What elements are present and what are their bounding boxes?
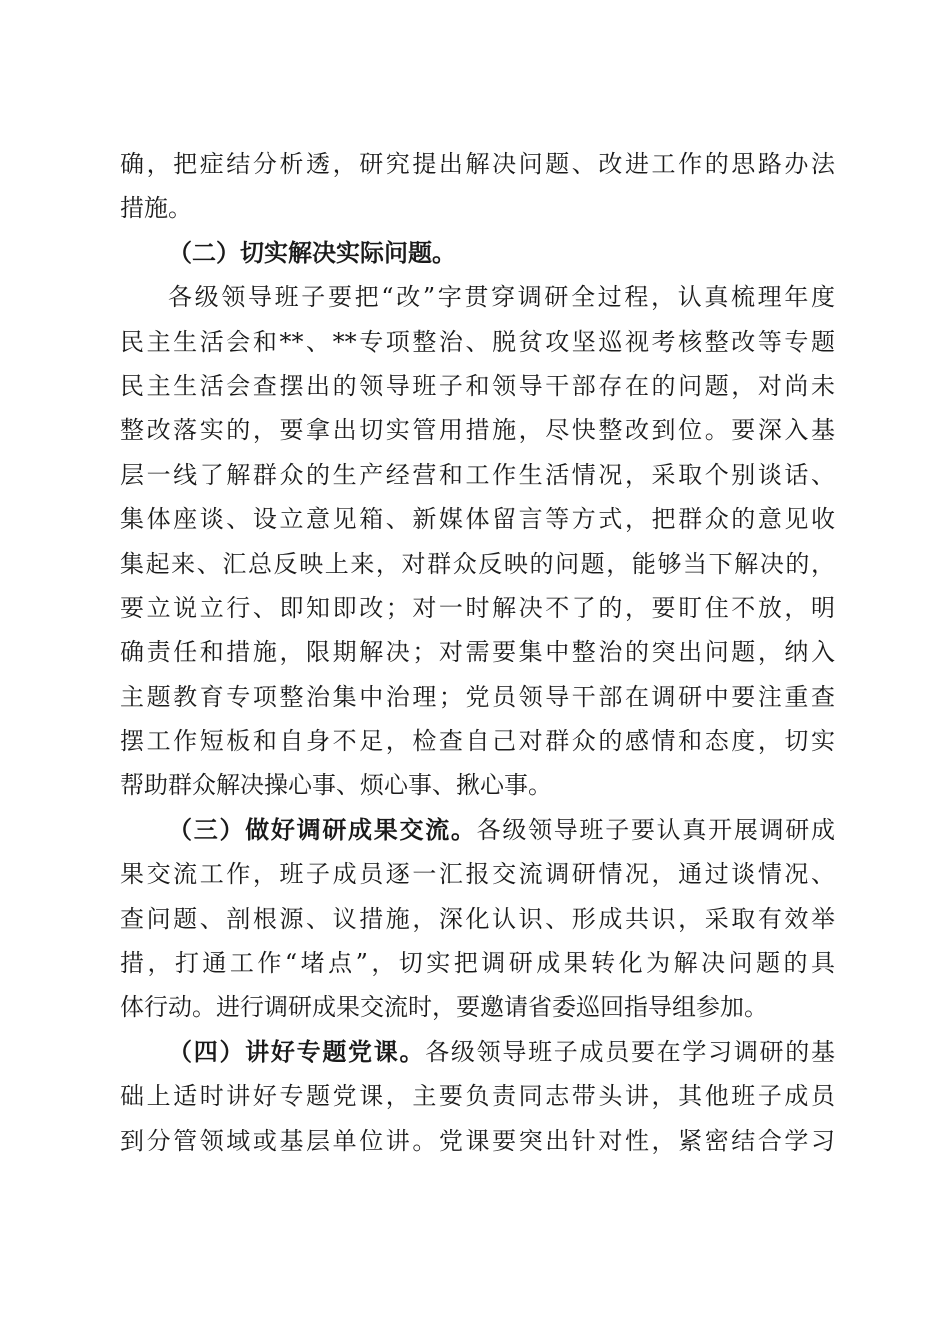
text-line: 民主生活会和**、**专项整治、脱贫攻坚巡视考核整改等专题	[120, 327, 835, 356]
text-line: 民主生活会查摆出的领导班子和领导干部存在的问题，对尚未	[120, 371, 835, 400]
section-heading-3: （三）做好调研成果交流。	[168, 814, 477, 844]
paragraph-text: 各级领导班子成员要在学习调研的基	[425, 1037, 836, 1066]
text-line: 确，把症结分析透，研究提出解决问题、改进工作的思路办法	[120, 150, 835, 178]
text-line: 措施。	[120, 194, 192, 223]
paragraph-2	[120, 275, 835, 808]
text-line	[120, 1030, 835, 1074]
paragraph-3	[120, 808, 835, 1030]
section-heading-2: （二）切实解决实际问题。	[168, 237, 456, 267]
text-line: 体行动。进行调研成果交流时，要邀请省委巡回指导组参加。	[120, 993, 768, 1022]
text-line: 到分管领域或基层单位讲。党课要突出针对性，紧密结合学习	[120, 1126, 835, 1155]
text-line: 层一线了解群众的生产经营和工作生活情况，采取个别谈话、	[120, 460, 835, 489]
text-line: 集体座谈、设立意见箱、新媒体留言等方式，把群众的意见收	[120, 505, 835, 534]
section-heading-4: （四）讲好专题党课。	[168, 1036, 426, 1066]
text-line: 整改落实的，要拿出切实管用措施，尽快整改到位。要深入基	[120, 416, 835, 445]
text-line: 帮助群众解决操心事、烦心事、揪心事。	[120, 771, 552, 800]
paragraph-1	[120, 142, 835, 231]
text-line: 查问题、剖根源、议措施，深化认识、形成共识，采取有效举	[120, 904, 835, 933]
text-line: 确责任和措施，限期解决；对需要集中整治的突出问题，纳入	[120, 638, 835, 667]
text-line: 主题教育专项整治集中治理；党员领导干部在调研中要注重查	[120, 682, 835, 711]
document-page	[120, 142, 835, 1163]
text-line: 果交流工作，班子成员逐一汇报交流调研情况，通过谈情况、	[120, 860, 835, 889]
paragraph-4	[120, 1030, 835, 1163]
text-line	[120, 808, 835, 852]
text-line: 础上适时讲好专题党课，主要负责同志带头讲，其他班子成员	[120, 1082, 835, 1111]
text-line: 措，打通工作“堵点”，切实把调研成果转化为解决问题的具	[120, 949, 835, 978]
text-line: 各级领导班子要把“改”字贯穿调研全过程，认真梳理年度	[168, 283, 835, 312]
text-line: 摆工作短板和自身不足，检查自己对群众的感情和态度，切实	[120, 727, 835, 756]
paragraph-text: 各级领导班子要认真开展调研成	[476, 815, 835, 844]
text-line: 集起来、汇总反映上来，对群众反映的问题，能够当下解决的，	[120, 549, 835, 578]
text-line: 要立说立行、即知即改；对一时解决不了的，要盯住不放，明	[120, 593, 835, 622]
